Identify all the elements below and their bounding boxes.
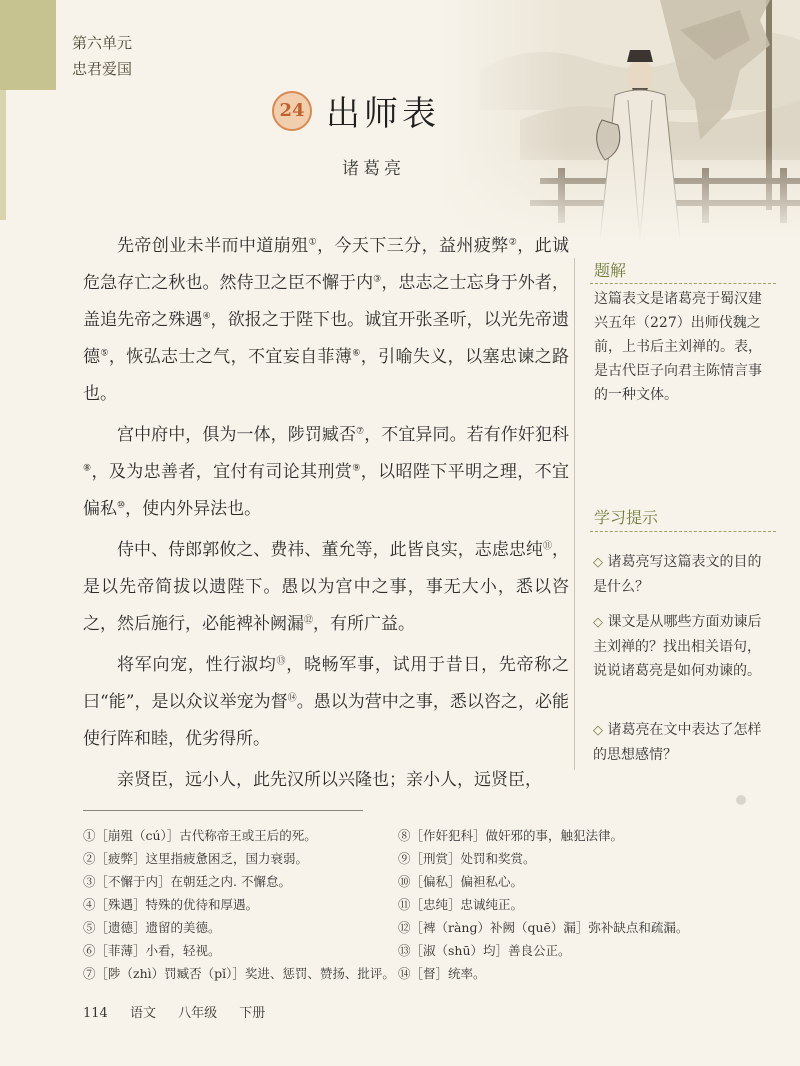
footnote: ⑬［淑（shū）均］善良公正。 (398, 943, 571, 958)
text-run: ，恢弘志士之气，不宜妄自菲薄 (108, 347, 353, 367)
text-run: ，今天下三分，益州疲弊 (317, 236, 509, 256)
footnote: ⑦［陟（zhì）罚臧否（pǐ）］奖进、惩罚、赞扬、批评。 (83, 966, 395, 981)
footnote: ⑪［忠纯］忠诚纯正。 (398, 897, 524, 912)
footnote: ⑧［作奸犯科］做奸邪的事，触犯法律。 (398, 828, 624, 843)
text-run: ，欲报之于陛下也。诚宜开张圣听，以光先帝遗德 (83, 310, 569, 367)
study-tip-text: 诸葛亮写这篇表文的目的是什么？ (593, 554, 762, 595)
footnotes-left (83, 824, 395, 985)
grade-label: 八年级 (178, 1006, 218, 1021)
text-run: 宫中府中，俱为一体，陟罚臧否 (117, 425, 357, 445)
footnote-marker[interactable]: ⑤ (100, 348, 109, 359)
footnote-marker[interactable]: ⑬ (276, 656, 287, 667)
page-footer (83, 1002, 283, 1021)
footnote-divider (83, 810, 363, 811)
footnote: ⑭［督］统率。 (398, 966, 486, 981)
study-tip (593, 550, 765, 599)
main-text (83, 228, 569, 803)
text-run: ，是以先帝简拔以遗陛下。愚以为宫中之事，事无大小，悉以咨之，然后施行，必能裨补阙漏 (83, 540, 569, 634)
footnote-marker[interactable]: ⑧ (83, 463, 92, 474)
author-name: 诸葛亮 (342, 159, 405, 179)
footnote-marker[interactable]: ⑭ (287, 693, 297, 704)
intro-text: 这篇表文是诸葛亮于蜀汉建兴五年（227）出师伐魏之前，上书后主刘禅的。表，是古代臣子向君主陈情言事的一种文体。 (594, 291, 762, 403)
footnote: ⑫［裨（rànɡ）补阙（quē）漏］弥补缺点和疏漏。 (398, 920, 689, 935)
footnote-marker[interactable]: ③ (373, 274, 382, 285)
footnote-marker[interactable]: ⑦ (356, 426, 365, 437)
text-run: ，此诚危急存亡之秋也。然侍卫之臣不懈于内 (83, 236, 570, 293)
zhuge-liang-illustration (440, 0, 800, 240)
tips-heading: 学习提示 (594, 508, 659, 527)
text-run: ，有所广益。 (313, 614, 416, 634)
unit-color-block (0, 0, 56, 90)
study-tip (593, 610, 765, 683)
lesson-title: 出师表 (326, 94, 440, 134)
page-number: 114 (83, 1006, 108, 1021)
study-tip (593, 718, 765, 767)
footnote-marker[interactable]: ② (508, 237, 518, 248)
paragraph (83, 228, 569, 413)
unit-color-strip (0, 90, 6, 220)
text-run: ，以昭陛下平明之理，不宜偏私 (83, 462, 570, 519)
unit-theme: 忠君爱国 (72, 60, 133, 78)
footnote-marker[interactable]: ⑨ (352, 463, 361, 474)
footnote-marker[interactable]: ① (308, 237, 318, 248)
footnote-marker[interactable]: ⑥ (352, 348, 361, 359)
intro-dotted-rule (590, 283, 776, 284)
diamond-bullet-icon: ◇ (593, 555, 603, 570)
text-run: 将军向宠，性行淑均 (117, 655, 277, 675)
sidebar-divider (574, 258, 575, 770)
footnote: ③［不懈于内］在朝廷之内. 不懈怠。 (83, 874, 291, 889)
subject-label: 语文 (129, 1006, 156, 1021)
tips-dotted-rule (590, 531, 776, 532)
volume-label: 下册 (239, 1006, 266, 1021)
text-run: ，引喻失义，以塞忠谏之路也。 (83, 347, 570, 404)
footnote: ④［殊遇］特殊的优待和厚遇。 (83, 897, 259, 912)
lesson-number-badge: 24 (272, 91, 312, 131)
intro-heading: 题解 (594, 261, 627, 280)
footnote-marker[interactable]: ⑪ (542, 541, 552, 552)
page-ring-dot (736, 795, 746, 805)
diamond-bullet-icon: ◇ (593, 723, 603, 738)
text-run: ，及为忠善者，宜付有司论其刑赏 (91, 462, 353, 482)
text-run: ，忠志之士忘身于外者，盖追先帝之殊遇 (83, 273, 569, 330)
footnote-marker[interactable]: ⑫ (304, 615, 314, 626)
text-run: ，使内外异法也。 (125, 499, 262, 519)
footnote: ⑩［偏私］偏袒私心。 (398, 874, 524, 889)
unit-label (72, 30, 132, 82)
paragraph (83, 417, 569, 528)
footnote-marker[interactable]: ④ (202, 311, 211, 322)
unit-number: 第六单元 (72, 34, 133, 52)
footnote: ⑥［菲薄］小看，轻视。 (83, 943, 221, 958)
footnote-marker[interactable]: ⑩ (117, 500, 126, 511)
text-run: 亲贤臣，远小人，此先汉所以兴隆也；亲小人，远贤臣， (117, 770, 542, 790)
footnote: ⑤［遗德］遗留的美德。 (83, 920, 221, 935)
text-run: ，晓畅军事，试用于昔日，先帝称之曰“能”，是以众议举宠为督 (83, 655, 570, 712)
text-run: 侍中、侍郎郭攸之、费祎、董允等，此皆良实，志虑忠纯 (117, 540, 543, 560)
footnote: ①［崩殂（cú）］古代称帝王或王后的死。 (83, 828, 317, 843)
paragraph (83, 647, 569, 758)
footnotes-right (398, 824, 758, 985)
study-tip-text: 课文是从哪些方面劝谏后主刘禅的？找出相关语句，说说诸葛亮是如何劝谏的。 (593, 614, 762, 679)
paragraph (83, 762, 569, 799)
diamond-bullet-icon: ◇ (593, 615, 603, 630)
footnote: ⑨［刑赏］处罚和奖赏。 (398, 851, 536, 866)
study-tip-text: 诸葛亮在文中表达了怎样的思想感情？ (593, 722, 762, 763)
text-run: ，不宜异同。若有作奸犯科 (364, 425, 570, 445)
footnote: ②［疲弊］这里指疲惫困乏，国力衰弱。 (83, 851, 309, 866)
text-run: 。愚以为营中之事，悉以咨之，必能使行阵和睦，优劣得所。 (83, 692, 569, 749)
paragraph (83, 532, 569, 643)
text-run: 先帝创业未半而中道崩殂 (117, 236, 309, 256)
